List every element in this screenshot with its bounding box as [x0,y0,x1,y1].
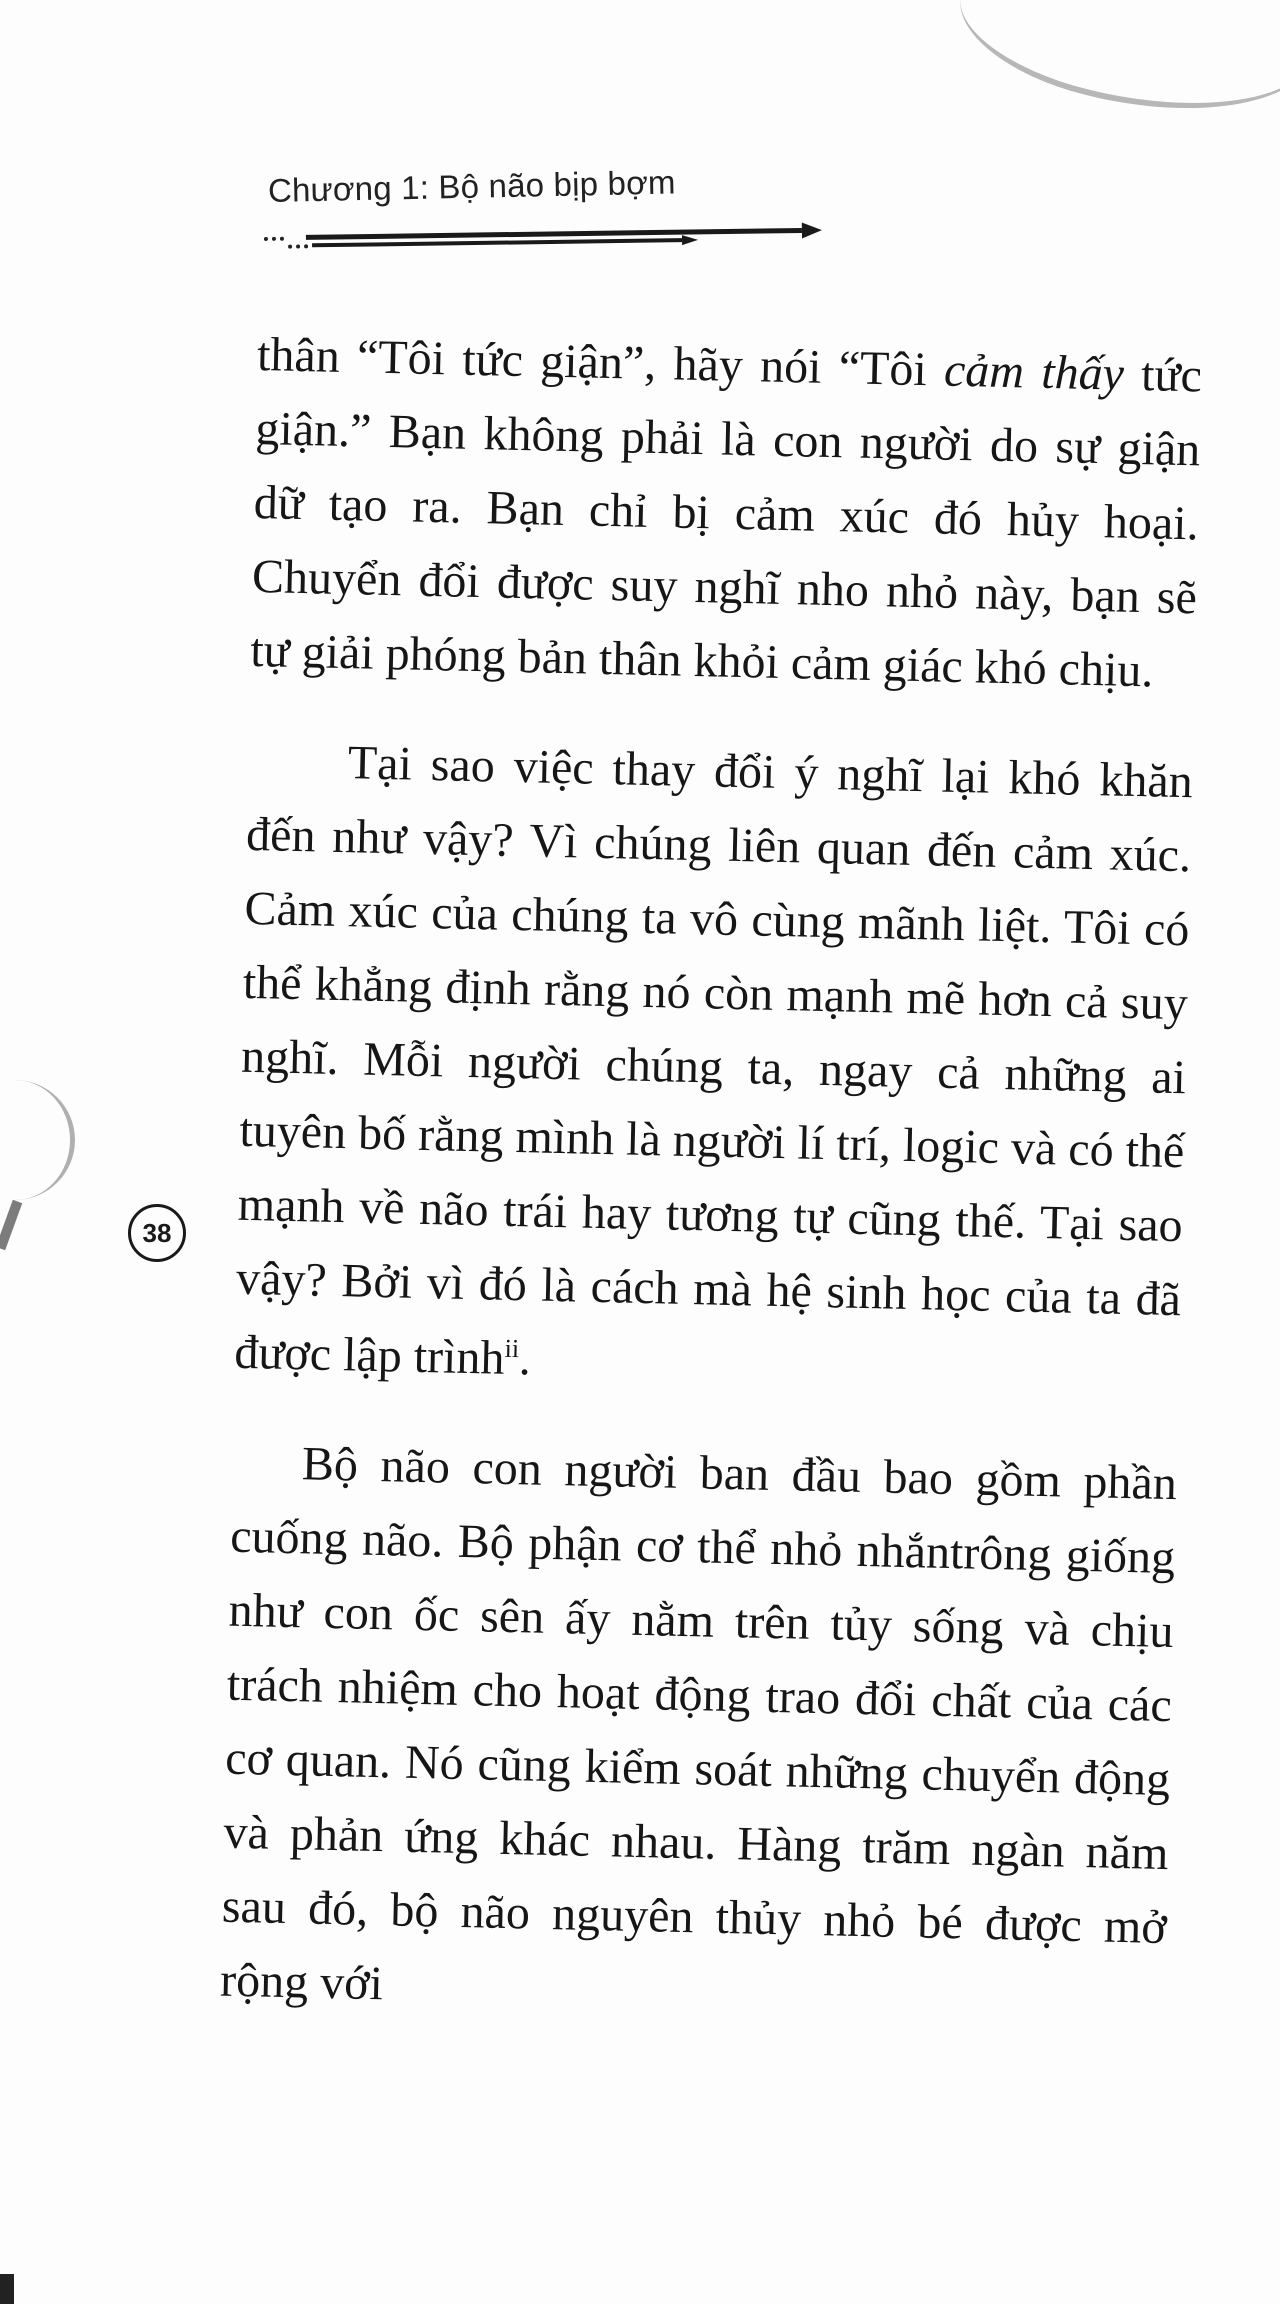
paragraph-2 [234,724,1194,1411]
dotted-lead [264,236,308,249]
header-arrow-rule [262,218,822,256]
edge-mark [0,1200,22,1250]
page-curl-shadow [945,0,1280,147]
paragraph-2-text: Tại sao việc thay đổi ý nghĩ lại khó khăn đến như vậy? Vì chúng liên quan đến cảm xúc. Cảm xúc của chúng ta vô cùng mãnh liệt. Tôi có thể khẳng định rằng nó còn mạnh mẽ hơn cả suy nghĩ. Mỗi người chúng ta, ngay cả những ai tuyên bố rằng mình là người lí trí, logic và có thế mạnh về não trái hay tương tự cũng thế. Tại sao vậy? Bởi vì đó là cách mà hệ sinh học của ta đã được lập trình [233,736,1194,1385]
paragraph-1-italic: cảm thấy [943,343,1125,401]
page-number-badge: 38 [128,1204,186,1262]
paragraph-3 [219,1426,1177,2039]
paragraph-1-text-start: thân “Tôi tức giận”, hãy nói “Tôi [256,327,945,397]
body-text [219,318,1202,2039]
paragraph-1-text-end: tức giận.” Bạn không phải là con người do sự giận dữ tạo ra. Bạn chỉ bị cảm xúc đó hủy hoại. Chuyển đổi được suy nghĩ nho nhỏ này, bạn sẽ tự giải phóng bản thân khỏi cảm giác khó chịu. [249,347,1203,698]
paragraph-3-text: Bộ não con người ban đầu bao gồm phần cuống não. Bộ phận cơ thể nhỏ nhắntrông giống như con ốc sên ấy nằm trên tủy sống và chịu trách nhiệm cho hoạt động trao đổi chất của các cơ quan. Nó cũng kiểm soát những chuyển động và phản ứng khác nhau. Hàng trăm ngàn năm sau đó, bộ não nguyên thủy nhỏ bé được mở rộng với [219,1437,1178,2011]
paragraph-2-end: . [518,1332,532,1386]
corner-mark [0,2274,14,2304]
binding-shadow [0,1080,75,1200]
paragraph-1 [250,318,1203,709]
footnote-mark: ii [504,1333,520,1364]
running-head: Chương 1: Bộ não bịp bợm [267,163,677,209]
